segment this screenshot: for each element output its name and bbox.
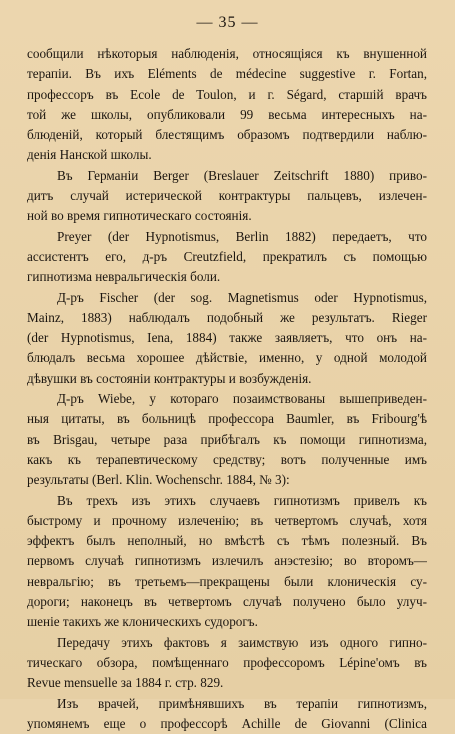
text-line: упомянемъ еще о профессорѣ Achille de Giovanni (Clinica	[27, 715, 427, 731]
text-line: сообщили нѣкоторыя наблюденія, относящіяся къ внушенной	[27, 46, 427, 61]
text-line: дитъ случай истерической контрактуры пальцевъ, излечен-	[27, 188, 427, 204]
text-line: какъ къ терапевтическому средству; вотъ полученные имъ	[27, 451, 427, 467]
text-line: Д-ръ Wiebe, у котораго позаимствованы вышеприведен-	[57, 391, 427, 407]
text-line: той же школы, опубликовали 99 весьма интересныхъ на-	[27, 106, 427, 122]
text-line: эффектъ былъ неполный, но вмѣстѣ съ тѣмъ полезный. Въ	[27, 533, 427, 549]
text-line: тическаго обзора, помѣщеннаго профессоромъ Lépine'омъ въ	[27, 654, 427, 670]
text-line: шеніе такихъ же клоническихъ судорогъ.	[27, 614, 258, 630]
text-line: гипнотизма невральгическія боли.	[27, 269, 221, 285]
text-line: денія Нанской школы.	[27, 147, 152, 163]
text-line: блюденій, который блестящимъ образомъ подтвердили наблю-	[27, 127, 427, 143]
text-line: Revue mensuelle за 1884 г. стр. 829.	[27, 675, 224, 691]
page-number: — 35 —	[196, 14, 259, 31]
text-line: профессоръ въ Ecole de Toulon, и г. Ségard, старшій врачъ	[27, 86, 427, 102]
text-line: дѣвушки въ состояніи контрактуры и возбужденія.	[27, 370, 312, 386]
text-line: терапіи. Въ ихъ Eléments de médecine suggestive г. Fortan,	[27, 66, 427, 82]
text-line: (der Hypnotismus, Iena, 1884) также заявляетъ, что онъ на-	[27, 330, 427, 346]
text-line: дороги; наконецъ въ четвертомъ случаѣ получено было улуч-	[27, 594, 427, 610]
text-line: быстрому и прочному излеченію; въ четвертомъ случаѣ, хотя	[27, 512, 427, 528]
text-line: блюдалъ весьма хорошее дѣйствіе, именно, у одной молодой	[27, 350, 427, 366]
text-line: первомъ случаѣ гипнотизмъ излечилъ анэстезію; во второмъ—	[27, 553, 427, 569]
text-line: Mainz, 1883) наблюдалъ подобный же результатъ. Rieger	[27, 309, 427, 325]
text-line: Preyer (der Hypnotismus, Berlin 1882) передаетъ, что	[57, 228, 427, 244]
text-line: Въ Германіи Berger (Breslauer Zeitschrift 1880) приво-	[57, 167, 427, 183]
text-line: ныя цитаты, въ больницѣ профессора Baumler, въ Fribourg'ѣ	[27, 411, 427, 427]
text-line: Д-ръ Fischer (der sog. Magnetismus oder Hypnotismus,	[57, 289, 427, 305]
text-line: Въ трехъ изъ этихъ случаевъ гипнотизмъ привелъ къ	[57, 492, 427, 508]
text-line: въ Brisgau, четыре раза прибѣгалъ къ помощи гипнотизма,	[27, 431, 427, 447]
text-line: невральгію; въ третьемъ—прекращены были клоническія су-	[27, 573, 427, 589]
text-line: результаты (Berl. Klin. Wochenschr. 1884, № 3):	[27, 472, 290, 488]
text-line: ной во время гипнотическаго состоянія.	[27, 208, 252, 224]
text-line: Передачу этихъ фактовъ я заимствую изъ одного гипно-	[57, 634, 427, 650]
page-body	[27, 44, 427, 734]
text-line: Изъ врачей, примѣнявшихъ въ терапіи гипнотизмъ,	[57, 695, 427, 711]
text-line: ассистентъ его, д-ръ Creutzfield, прекратилъ съ помощью	[27, 248, 427, 264]
